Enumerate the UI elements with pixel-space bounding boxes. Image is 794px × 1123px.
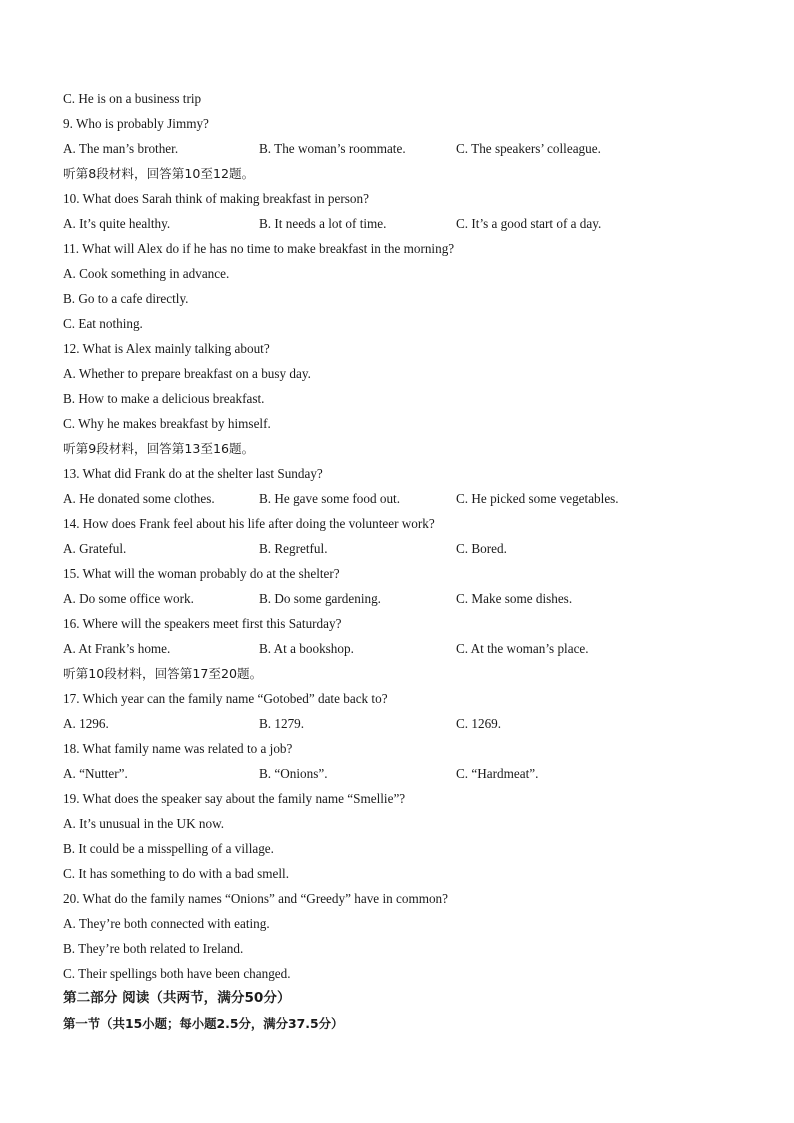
option-b: B. At a bookshop. [259, 641, 354, 656]
subsection-heading: 第一节（共15小题；每小题2.5分，满分37.5分） [63, 1016, 344, 1031]
option-b: B. Regretful. [259, 541, 328, 556]
question-line: 11. What will Alex do if he has no time to make breakfast in the morning? [63, 241, 455, 256]
option-c: C. Make some dishes. [456, 591, 573, 606]
option-a: A. It’s quite healthy. [63, 216, 171, 231]
section-heading: 第二部分 阅读（共两节，满分50分） [63, 990, 291, 1006]
option-line: A. Whether to prepare breakfast on a busy day. [63, 366, 311, 381]
option-b: B. 1279. [259, 716, 305, 731]
question-line: 19. What does the speaker say about the family name “Smellie”? [63, 791, 406, 806]
question-line: 12. What is Alex mainly talking about? [63, 341, 270, 356]
option-b: B. “Onions”. [259, 766, 328, 781]
options-row [63, 711, 753, 736]
option-a: A. Do some office work. [63, 591, 194, 606]
exam-page [63, 86, 753, 1036]
question-line: 14. How does Frank feel about his life after doing the volunteer work? [63, 516, 435, 531]
option-b: B. It needs a lot of time. [259, 216, 387, 231]
option-a: A. He donated some clothes. [63, 491, 215, 506]
instruction-line: 听第8段材料，回答第10至12题。 [63, 166, 255, 181]
option-b: B. Do some gardening. [259, 591, 381, 606]
option-line: B. They’re both related to Ireland. [63, 941, 244, 956]
option-c: C. 1269. [456, 716, 502, 731]
question-line: 15. What will the woman probably do at the shelter? [63, 566, 340, 581]
option-line: C. Why he makes breakfast by himself. [63, 416, 271, 431]
option-line: B. It could be a misspelling of a village. [63, 841, 274, 856]
question-line: 10. What does Sarah think of making breakfast in person? [63, 191, 369, 206]
option-c: C. “Hardmeat”. [456, 766, 539, 781]
option-line: A. They’re both connected with eating. [63, 916, 270, 931]
option-a: A. “Nutter”. [63, 766, 128, 781]
option-c: C. Bored. [456, 541, 507, 556]
option-b: B. The woman’s roommate. [259, 141, 406, 156]
question-line: 17. Which year can the family name “Gotobed” date back to? [63, 691, 388, 706]
option-line: C. Eat nothing. [63, 316, 143, 331]
options-row [63, 536, 753, 561]
option-line: B. How to make a delicious breakfast. [63, 391, 265, 406]
option-a: A. 1296. [63, 716, 109, 731]
options-row [63, 136, 753, 161]
instruction-line: 听第10段材料，回答第17至20题。 [63, 666, 263, 681]
option-c: C. At the woman’s place. [456, 641, 589, 656]
option-line: C. It has something to do with a bad smell. [63, 866, 289, 881]
instruction-line: 听第9段材料，回答第13至16题。 [63, 441, 255, 456]
option-line: A. It’s unusual in the UK now. [63, 816, 225, 831]
option-a: A. Grateful. [63, 541, 127, 556]
options-row [63, 761, 753, 786]
options-row [63, 586, 753, 611]
option-a: A. The man’s brother. [63, 141, 179, 156]
option-b: B. He gave some food out. [259, 491, 401, 506]
options-row [63, 486, 753, 511]
question-line: 18. What family name was related to a job? [63, 741, 293, 756]
question-line: 20. What do the family names “Onions” and “Greedy” have in common? [63, 891, 449, 906]
option-c: C. The speakers’ colleague. [456, 141, 601, 156]
option-c: C. He picked some vegetables. [456, 491, 619, 506]
options-row [63, 211, 753, 236]
option-line: A. Cook something in advance. [63, 266, 230, 281]
option-line: C. He is on a business trip [63, 91, 202, 106]
option-line: C. Their spellings both have been changed. [63, 966, 291, 981]
question-line: 13. What did Frank do at the shelter last Sunday? [63, 466, 323, 481]
question-line: 16. Where will the speakers meet first this Saturday? [63, 616, 342, 631]
question-line: 9. Who is probably Jimmy? [63, 116, 209, 131]
option-a: A. At Frank’s home. [63, 641, 171, 656]
option-line: B. Go to a cafe directly. [63, 291, 189, 306]
options-row [63, 636, 753, 661]
option-c: C. It’s a good start of a day. [456, 216, 602, 231]
